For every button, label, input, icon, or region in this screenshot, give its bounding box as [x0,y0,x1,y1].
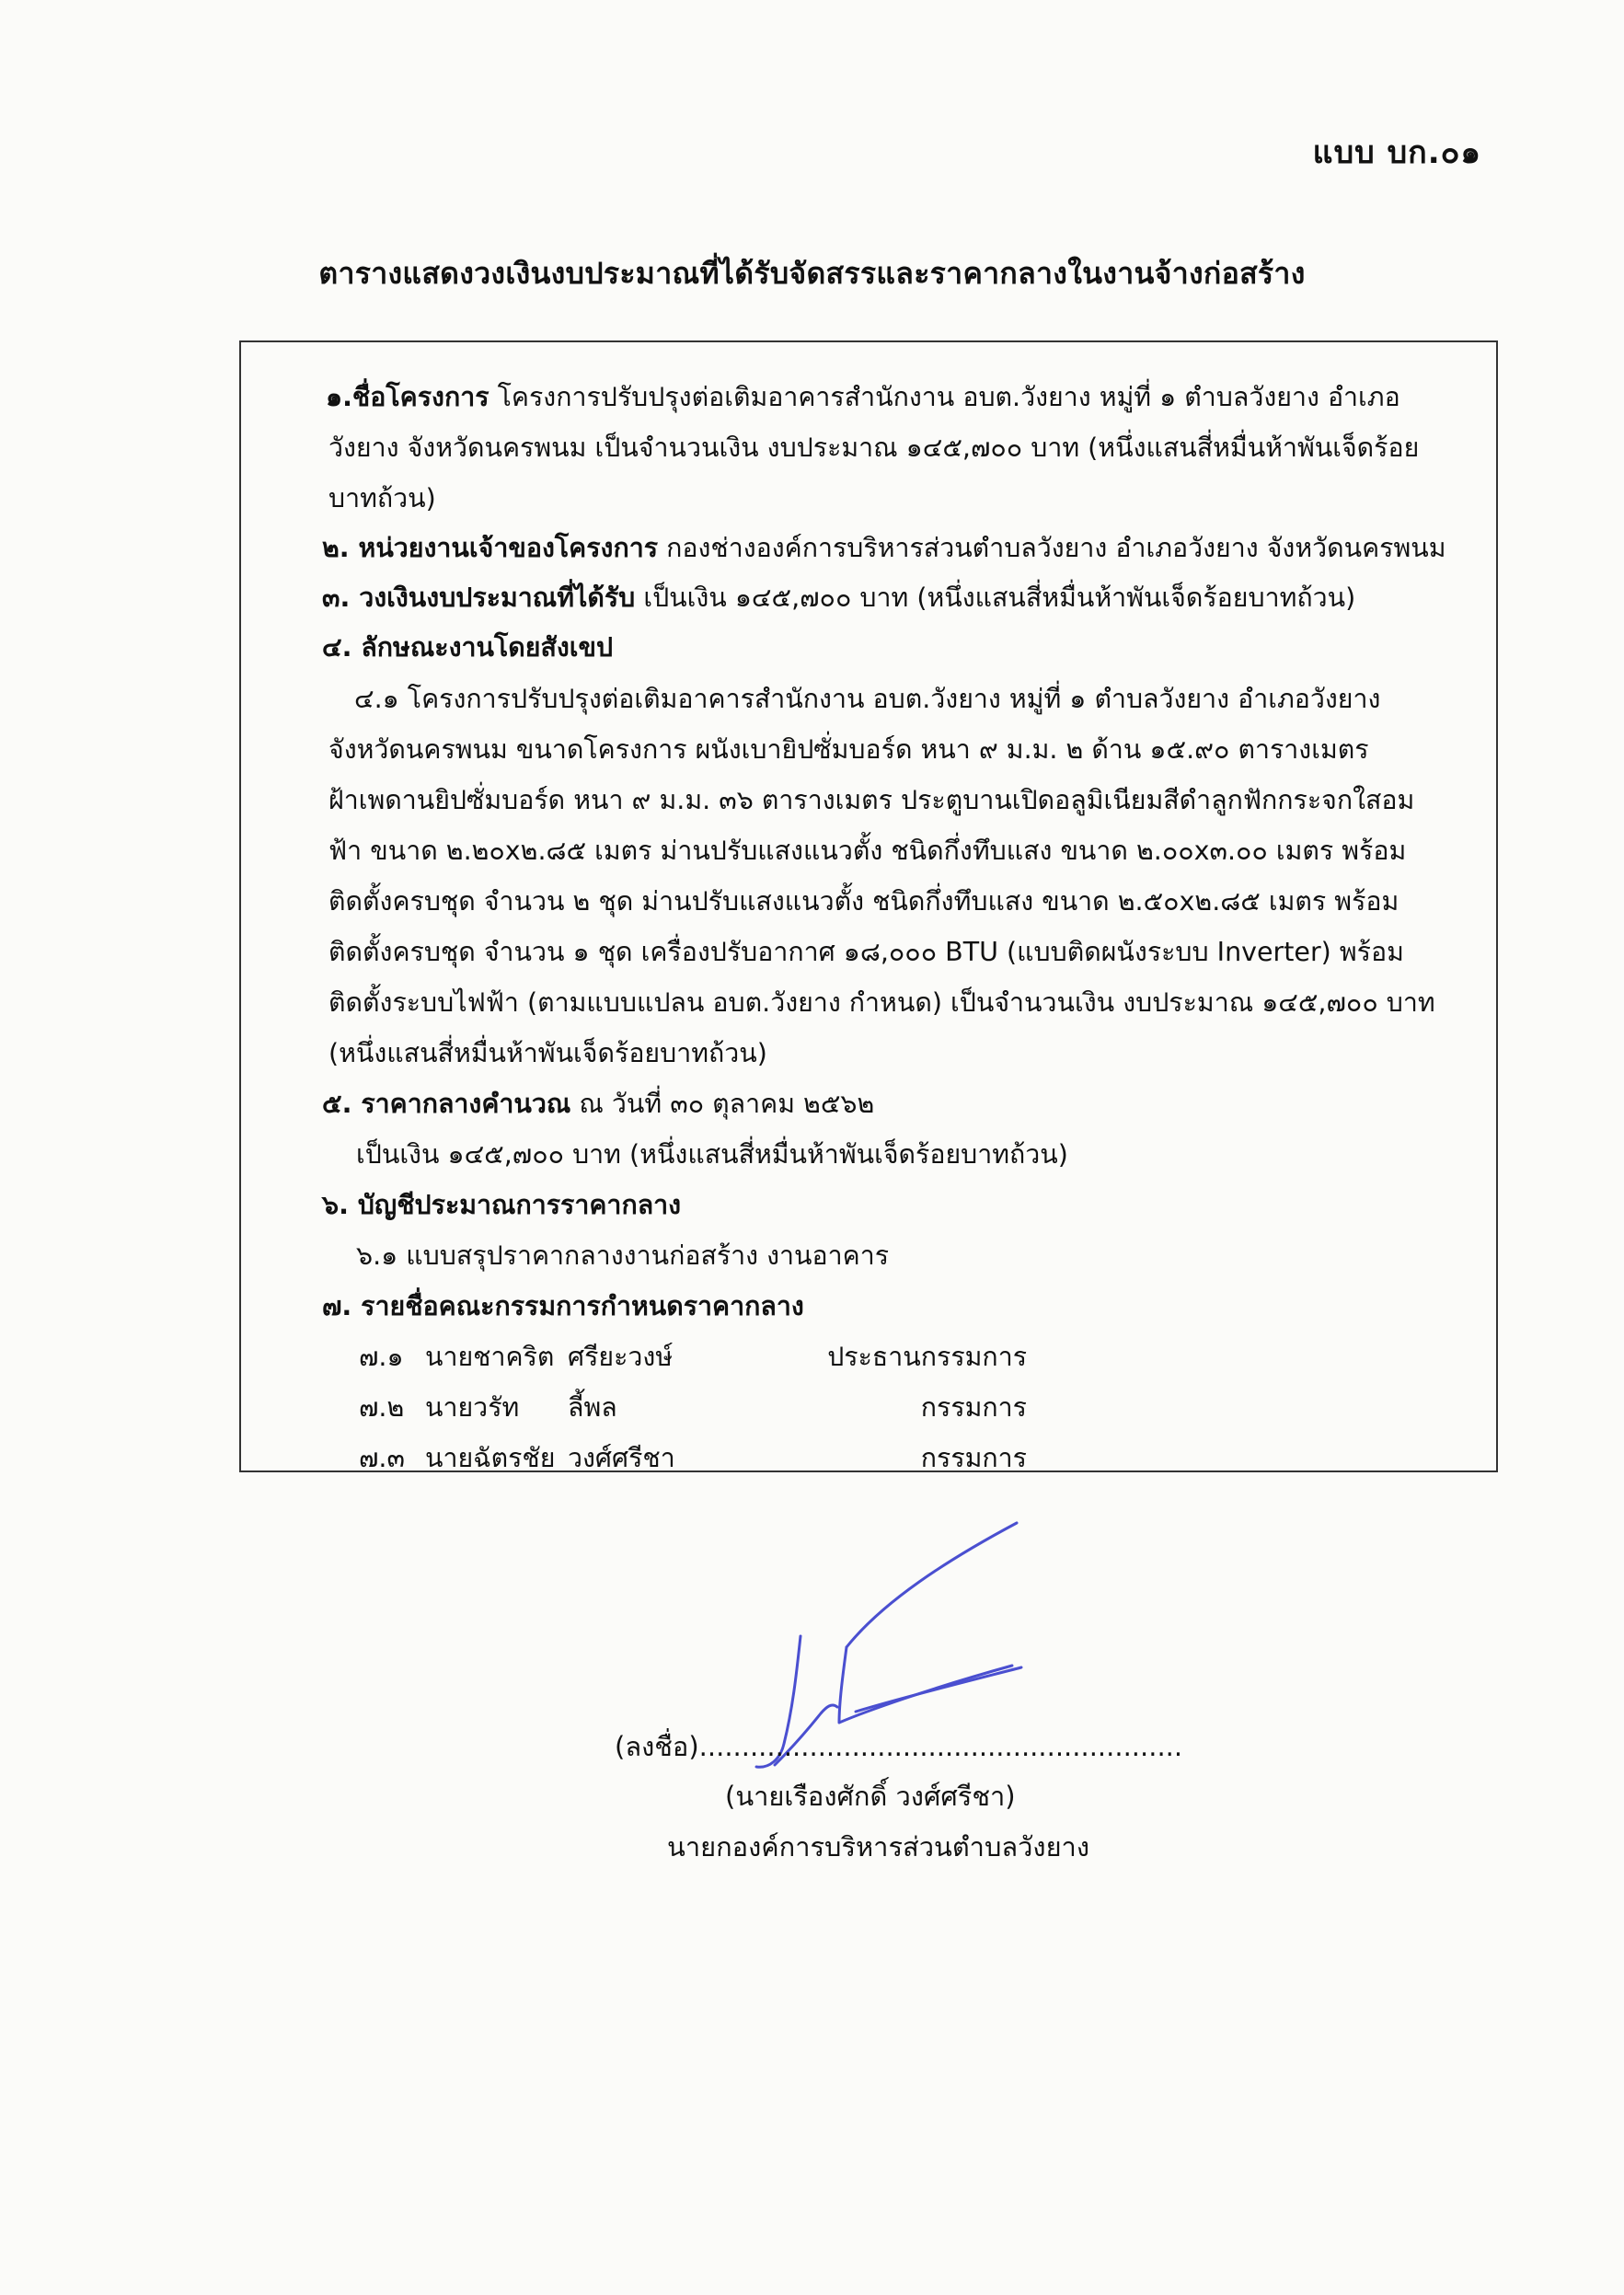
section-3-text: เป็นเงิน ๑๔๕,๗๐๐ บาท (หนึ่งแสนสี่หมื่นห้าพันเจ็ดร้อยบาทถ้วน) [643,582,1356,613]
section-2-line [322,530,1446,567]
section-4-line-7: ติดตั้งระบบไฟฟ้า (ตามแบบแปลน อบต.วังยาง กำหนด) เป็นจำนวนเงิน งบประมาณ ๑๔๕,๗๐๐ บาท [328,987,1435,1018]
signatory-position: นายกองค์การบริหารส่วนตำบลวังยาง [667,1831,1090,1863]
section-3-line [322,580,1355,617]
committee-last-name: วงศ์ศรีชา [568,1443,675,1473]
section-4-label: ๔. ลักษณะงานโดยสังเขป [322,632,614,663]
section-1-label: ๑.ชื่อโครงการ [326,382,490,412]
signature-stroke [847,1523,1017,1647]
section-1-text-1: โครงการปรับปรุงต่อเติมอาคารสำนักงาน อบต.วังยาง หมู่ที่ ๑ ตำบลวังยาง อำเภอ [497,382,1400,412]
committee-role: กรรมการ [920,1392,1027,1423]
committee-first-name: นายชาคริต [425,1342,555,1372]
document-title: ตารางแสดงวงเงินงบประมาณที่ได้รับจัดสรรและราคากลางในงานจ้างก่อสร้าง [318,256,1306,291]
form-code: แบบ บก.๐๑ [1312,134,1481,171]
section-4-line-4: ฟ้า ขนาด ๒.๒๐x๒.๘๕ เมตร ม่านปรับแสงแนวตั้ง ชนิดกึ่งทึบแสง ขนาด ๒.๐๐x๓.๐๐ เมตร พร้อม [328,836,1407,866]
section-3-label: ๓. วงเงินงบประมาณที่ได้รับ [322,582,636,613]
signature-stroke [856,1667,1021,1712]
section-4-line-3: ฝ้าเพดานยิปซั่มบอร์ด หนา ๙ ม.ม. ๓๖ ตารางเมตร ประตูบานเปิดอลูมิเนียมสีดำลูกฟักกระจกใสอม [328,785,1415,815]
section-1-line-2: วังยาง จังหวัดนครพนม เป็นจำนวนเงิน งบประมาณ ๑๔๕,๗๐๐ บาท (หนึ่งแสนสี่หมื่นห้าพันเจ็ดร้อย [328,432,1420,463]
section-5-line [322,1086,874,1123]
signatory-name: (นายเรืองศักดิ์ วงศ์ศรีชา) [725,1781,1016,1812]
committee-number: ๗.๓ [359,1443,405,1473]
section-7-label: ๗. รายชื่อคณะกรรมการกำหนดราคากลาง [322,1291,804,1321]
section-1-line-3: บาทถ้วน) [328,483,436,513]
section-2-text: กองช่างองค์การบริหารส่วนตำบลวังยาง อำเภอวังยาง จังหวัดนครพนม [666,533,1446,563]
section-4-line-6: ติดตั้งครบชุด จำนวน ๑ ชุด เครื่องปรับอากาศ ๑๘,๐๐๐ BTU (แบบติดผนังระบบ Inverter) พร้อม [328,937,1404,967]
committee-first-name: นายวรัท [425,1392,520,1423]
section-5-date: ณ วันที่ ๓๐ ตุลาคม ๒๕๖๒ [579,1089,875,1119]
section-5-label: ๕. ราคากลางคำนวณ [322,1089,571,1119]
section-5-amount: เป็นเงิน ๑๔๕,๗๐๐ บาท (หนึ่งแสนสี่หมื่นห้าพันเจ็ดร้อยบาทถ้วน) [356,1139,1068,1170]
committee-number: ๗.๒ [359,1392,405,1423]
section-4-line-8: (หนึ่งแสนสี่หมื่นห้าพันเจ็ดร้อยบาทถ้วน) [328,1038,767,1068]
committee-number: ๗.๑ [359,1342,404,1372]
section-4-line-5: ติดตั้งครบชุด จำนวน ๒ ชุด ม่านปรับแสงแนวตั้ง ชนิดกึ่งทึบแสง ขนาด ๒.๕๐x๒.๘๕ เมตร พร้อม [328,886,1399,917]
committee-last-name: ศรียะวงษ์ [568,1342,674,1372]
committee-first-name: นายฉัตรชัย [425,1443,556,1473]
signature-stroke [839,1647,1012,1723]
section-1-line-1 [326,379,1400,416]
section-4-line-2: จังหวัดนครพนม ขนาดโครงการ ผนังเบายิปซั่มบอร์ด หนา ๙ ม.ม. ๒ ด้าน ๑๕.๙๐ ตารางเมตร [328,734,1369,765]
section-6-item: ๖.๑ แบบสรุปราคากลางงานก่อสร้าง งานอาคาร [356,1240,890,1271]
committee-role: กรรมการ [920,1443,1027,1473]
committee-role: ประธานกรรมการ [827,1342,1027,1372]
section-4-line-1: ๔.๑ โครงการปรับปรุงต่อเติมอาคารสำนักงาน อบต.วังยาง หมู่ที่ ๑ ตำบลวังยาง อำเภอวังยาง [354,684,1381,714]
section-2-label: ๒. หน่วยงานเจ้าของโครงการ [322,533,659,563]
signature-line: (ลงชื่อ)......................................................... [615,1731,1183,1762]
section-6-label: ๖. บัญชีประมาณการราคากลาง [322,1190,682,1220]
project-details-box [239,340,1498,1472]
committee-last-name: ลี้พล [568,1392,617,1423]
